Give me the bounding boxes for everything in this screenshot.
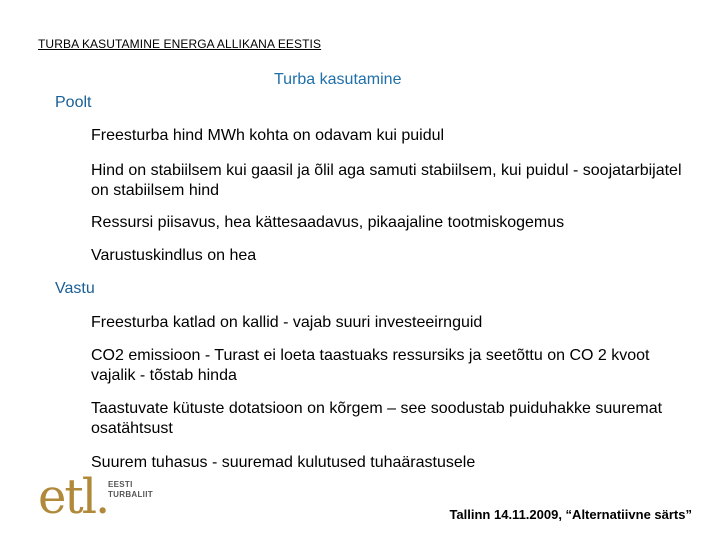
slide-title: Turba kasutamine [274,71,402,88]
bullet-vastu-4: Suurem tuhasus - suuremad kulutused tuhaärastusele [91,454,476,471]
logo-text-line1: EESTI [108,480,133,489]
bullet-poolt-3: Ressursi piisavus, hea kättesaadavus, pikaajaline tootmiskogemus [91,214,565,231]
bullet-vastu-2: CO2 emissioon - Turast ei loeta taastuaks ressursiks ja seetõttu on CO 2 kvoot vajalik - tõstab hinda [91,347,650,384]
logo-mark: etl. [38,469,109,525]
bullet-poolt-1: Freesturba hind MWh kohta on odavam kui puidul [91,127,445,144]
bullet-vastu-3: Taastuvate kütuste dotatsioon on kõrgem – see soodustab puiduhakke suuremat osatähtsust [91,400,663,437]
section-heading-poolt: Poolt [55,94,92,111]
footer-text: Tallinn 14.11.2009, “Alternatiivne särts” [449,507,692,522]
bullet-poolt-2: Hind on stabiilsem kui gaasil ja õlil aga samuti stabiilsem, kui puidul - soojatarbijatel on stabiilsem hind [91,162,682,199]
header-title: TURBA KASUTAMINE ENERGA ALLIKANA EESTIS [38,37,322,51]
bullet-vastu-1: Freesturba katlad on kallid - vajab suuri investeeirnguid [91,314,483,331]
section-heading-vastu: Vastu [55,280,95,297]
bullet-poolt-4: Varustuskindlus on hea [91,247,257,264]
logo-text [108,480,153,500]
logo [38,469,178,525]
logo-text-line2: TURBALIIT [108,490,153,499]
